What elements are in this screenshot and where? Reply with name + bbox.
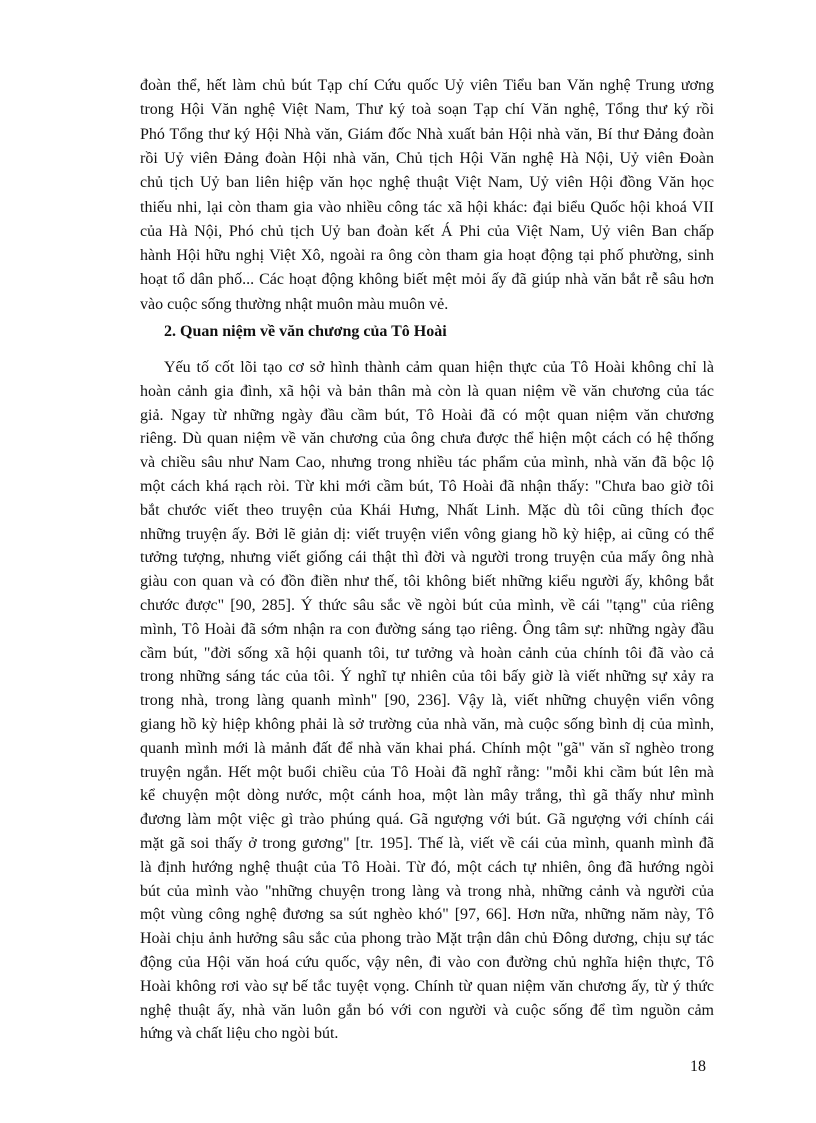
text-line: một vùng công nghệ đương sa sút nghèo khó" [97, 66]. Hơn nữa, những năm này, Tô xyxy=(140,906,714,924)
text-line: giang hồ kỳ hiệp không phải là sở trường của nhà văn, mà cuộc sống bình dị của mình, xyxy=(140,716,714,733)
text-line: mình, Tô Hoài đã sớm nhận ra con đường sáng tạo riêng. Ông tâm sự: những ngày đầu xyxy=(140,620,714,638)
text-line: giả. Ngay từ những ngày đầu cầm bút, Tô Hoài đã có một quan niệm văn chương xyxy=(140,406,714,424)
text-line: hoạt tổ dân phố... Các hoạt động không biết mệt mỏi ấy đã giúp nhà văn bắt rễ sâu hơn xyxy=(140,271,714,289)
text-line: đương làm một việc gì trào phúng quá. Gã ngượng với bút. Gã ngượng với chính cái xyxy=(140,811,714,829)
page-number: 18 xyxy=(690,1058,706,1075)
text-line: chủ tịch Uỷ ban liên hiệp văn học nghệ thuật Việt Nam, Uỷ viên Hội đồng Văn học xyxy=(140,174,714,192)
text-line: đoàn thể, hết làm chủ bút Tạp chí Cứu quốc Uỷ viên Tiểu ban Văn nghệ Trung ương xyxy=(140,77,714,94)
text-line: động của Hội văn hoá cứu quốc, vậy nên, đi vào con đường chủ nghĩa hiện thực, Tô xyxy=(140,954,714,971)
text-line: chước được" [90, 285]. Ý thức sâu sắc về ngòi bút của mình, về cái "tạng" của riêng xyxy=(140,597,714,614)
text-line: thiếu nhi, lại còn tham gia vào nhiều công tác xã hội khác: đại biểu Quốc hội khoá VII xyxy=(140,198,714,216)
text-line: riêng. Dù quan niệm về văn chương của ông chưa được thể hiện một cách có hệ thống xyxy=(140,430,714,448)
text-line: hoàn cảnh gia đình, xã hội và bản thân mà còn là quan niệm về văn chương của tác xyxy=(140,382,714,400)
text-line: truyện ngắn. Hết một buổi chiều của Tô Hoài đã nghĩ rằng: "mỗi khi cầm bút lên mà xyxy=(140,763,714,781)
text-line: quanh mình mới là mảnh đất để nhà văn khai phá. Chính một "gã" văn sĩ nghèo trong xyxy=(140,739,714,757)
text-line: nghệ thuật ấy, nhà văn luôn gắn bó với con người và cuộc sống để tìm nguồn cảm xyxy=(140,1001,714,1019)
text-line: vào cuộc sống thường nhật muôn màu muôn vẻ. xyxy=(140,295,449,313)
text-line: mặt gã soi thấy ở trong gương" [tr. 195]. Thế là, viết về cái của mình, quanh mình đã xyxy=(140,835,714,852)
text-line: một cách khá rạch ròi. Từ khi mới cầm bút, Tô Hoài đã nhận thấy: "Chưa bao giờ tôi xyxy=(140,478,714,495)
text-line: là định hướng nghệ thuật của Tô Hoài. Từ đó, một cách tự nhiên, ông đã hướng ngòi xyxy=(140,858,714,876)
text-line: trong nhà, trong làng quanh mình" [90, 236]. Vậy là, viết những chuyện viển vông xyxy=(140,692,714,710)
text-line: bút của mình vào "những chuyện trong làng và trong nhà, những cảnh và người của xyxy=(140,882,714,900)
text-line: hứng và chất liệu cho ngòi bút. xyxy=(140,1025,339,1043)
text-line: Yếu tố cốt lõi tạo cơ sở hình thành cảm quan hiện thực của Tô Hoài không chỉ là xyxy=(164,359,714,376)
text-line: những truyện ấy. Bởi lẽ giản dị: viết truyện viển vông giang hồ kỳ hiệp, ai cũng có thể xyxy=(140,525,714,543)
text-line: tưởng tượng, nhưng viết giống cái thật thì đời và người trong truyện của mấy ông nhà xyxy=(140,549,714,567)
section-heading: 2. Quan niệm về văn chương của Tô Hoài xyxy=(164,323,447,340)
text-line: của Hà Nội, Phó chủ tịch Uỷ ban đoàn kết Á Phi của Việt Nam, Uỷ viên Ban chấp xyxy=(140,222,714,240)
text-line: hành Hội hữu nghị Việt Xô, ngoài ra ông còn tham gia hoạt động tại phố phường, sinh xyxy=(140,247,714,265)
text-line: kể chuyện một dòng nước, một cánh hoa, một làn mây trắng, thì gã thấy như mình xyxy=(140,787,714,805)
text-line: bắt chước viết theo truyện của Khái Hưng, Nhất Linh. Mặc dù tôi cũng thích đọc xyxy=(140,501,714,519)
text-line: giàu con quan và có đồn điền như thế, tôi không biết những kiểu người ấy, không bắt xyxy=(140,573,714,591)
text-line: rồi Uỷ viên Đảng đoàn Hội nhà văn, Chủ tịch Hội Văn nghệ Hà Nội, Uỷ viên Đoàn xyxy=(140,149,714,167)
text-line: cầm bút, "đời sống xã hội quanh tôi, tư tưởng và hoàn cảnh của chính tôi đã vào cả xyxy=(140,644,714,662)
text-line: Hoài không rơi vào sự bế tắc tuyệt vọng. Chính từ quan niệm văn chương ấy, từ ý thức xyxy=(140,977,714,995)
text-line: và chiều sâu như Nam Cao, nhưng trong nhiều tác phẩm của mình, nhà văn đã bộc lộ xyxy=(140,454,714,472)
text-line: trong những sáng tác của tôi. Ý nghĩ tự nhiên của tôi bấy giờ là viết những sự xảy ra xyxy=(140,668,714,686)
text-line: Hoài chịu ảnh hưởng sâu sắc của phong trào Mặt trận dân chủ Đông dương, chịu sự tác xyxy=(140,930,714,948)
text-line: Phó Tổng thư ký Hội Nhà văn, Giám đốc Nhà xuất bản Hội nhà văn, Bí thư Đảng đoàn xyxy=(140,125,714,143)
text-line: trong Hội Văn nghệ Việt Nam, Thư ký toà soạn Tạp chí Văn nghệ, Tổng thư ký rồi xyxy=(140,101,714,119)
